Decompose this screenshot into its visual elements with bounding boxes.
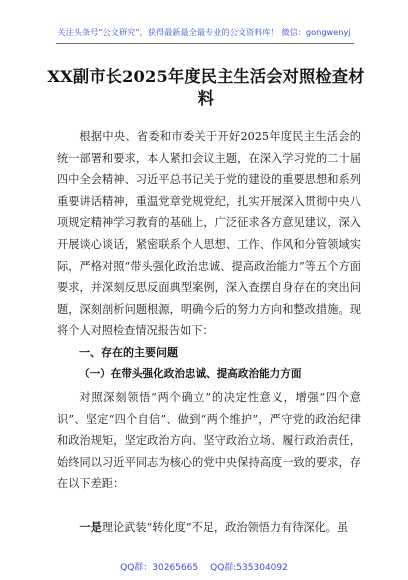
subsection-paragraph: 对照深刻领悟“两个确立”的决定性意义，增强“四个意识”、坚定“四个自信”、做到“两个维护”，严守党的政治纪律和政治规矩，坚定政治方向、坚守政治立场、履行政治责任，始终同以习近平同志为核心的党中央保持高度一致的要求，存在以下差距： [57,391,361,491]
point-lead: 一是 [79,520,102,534]
point-text: 理论武装“转化度”不足，政治领悟力有待深化。虽 [101,521,349,534]
subsection-heading: （一）在带头强化政治忠诚、提高政治能力方面 [79,368,302,380]
header-divider [56,43,354,44]
footer-qq-group-1: QQ群：30265665 [120,563,199,573]
header-banner: 关注头条号“公文研究”，获得最新最全最专业的公文资料库！ 微信：gongwenyj [57,27,351,37]
document-title: XX副市长2025年度民主生活会对照检查材料 [47,67,365,108]
footer-contact [0,560,408,573]
intro-paragraph: 根据中央、省委和市委关于开好2025年度民主生活会的统一部署和要求，本人紧扣会议主题，在深入学习党的二十届四中全会精神、习近平总书记关于党的建设的重要思想和系列重要讲话精神，重温党章党规党纪，扎实开展深入贯彻中央八项规定精神学习教育的基础上，广泛征求各方意见建议，深入开展谈心谈话，紧密联系个人思想、工作、作风和分管领域实际，严格对照“带头强化政治忠诚、提高政治能力”等五个方面要求，并深刻反思反面典型案例，深入查摆自身存在的突出问题，深刻剖析问题根源，明确今后的努力方向和整改措施。现将个人对照检查情况报告如下： [57,130,361,338]
footer-qq-group-2: QQ群:535304092 [210,563,288,573]
section-heading: 一、存在的主要问题 [79,346,178,359]
point-paragraph [57,517,361,539]
